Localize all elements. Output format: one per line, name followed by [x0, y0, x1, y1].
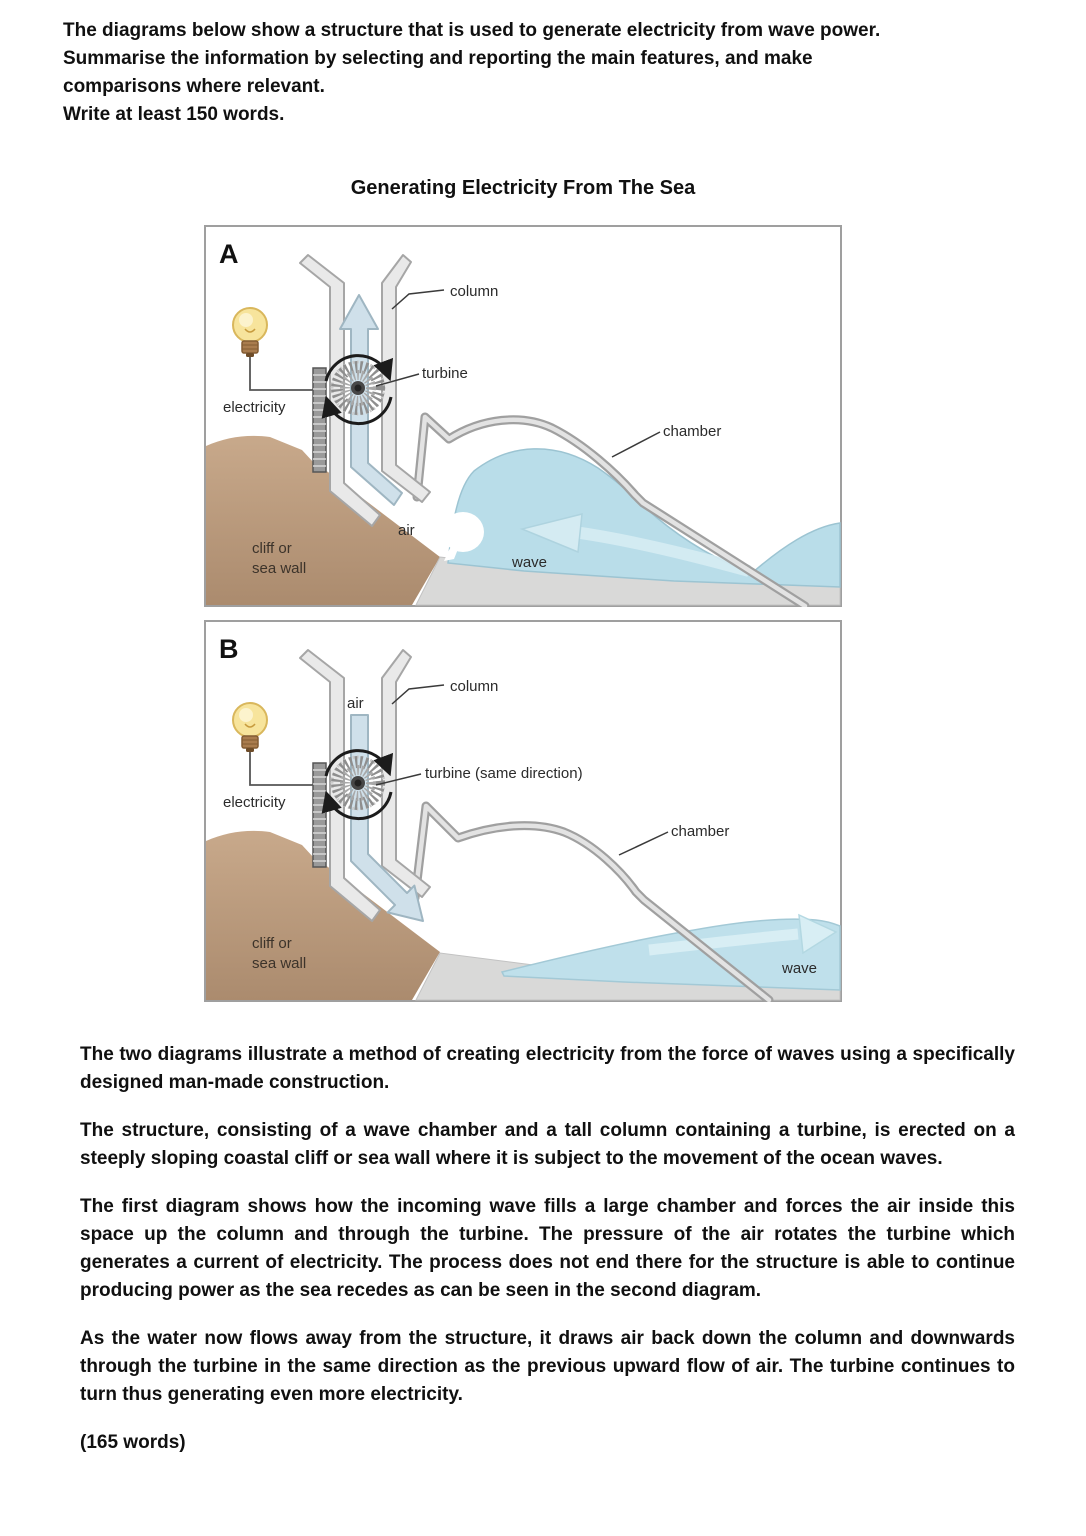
electricity-label: electricity: [223, 794, 286, 811]
chamber-label: chamber: [663, 423, 722, 440]
chamber-label: chamber: [671, 823, 730, 840]
diagram-letter: B: [219, 634, 239, 664]
diagram-a: [204, 225, 842, 607]
cliff-label-line1: cliff or: [252, 935, 292, 952]
diagram-letter: A: [219, 239, 239, 269]
column-label: column: [450, 678, 499, 695]
wave-label: wave: [512, 554, 548, 571]
cliff-label-line1: cliff or: [252, 540, 292, 557]
diagram-b: [204, 620, 842, 1002]
task-line: The diagrams below show a structure that is used to generate electricity from wave power.: [63, 20, 881, 41]
model-answer: [80, 1041, 1015, 1457]
turbine-label: turbine (same direction): [425, 765, 583, 782]
task-instructions: [63, 17, 880, 129]
column-label: column: [450, 283, 499, 300]
task-line: comparisons where relevant.: [63, 76, 325, 97]
answer-paragraph: The structure, consisting of a wave chamber and a tall column containing a turbine, is erected on a steeply sloping coastal cliff or sea wall where it is subject to the movement of the ocean waves.: [80, 1120, 1015, 1169]
answer-paragraph: The two diagrams illustrate a method of creating electricity from the force of waves using a specifically designed man-made construction.: [80, 1044, 1015, 1093]
air-label: air: [347, 695, 364, 712]
air-label: air: [398, 522, 415, 539]
word-count: (165 words): [80, 1432, 186, 1453]
cliff-label-line2: sea wall: [252, 560, 307, 577]
cliff-label-line2: sea wall: [252, 955, 307, 972]
generator-wall: [313, 763, 326, 867]
task-line: Summarise the information by selecting and reporting the main features, and make: [63, 48, 813, 69]
generator-wall: [313, 368, 326, 472]
electricity-label: electricity: [223, 399, 286, 416]
figure-title: Generating Electricity From The Sea: [350, 177, 696, 199]
wave-label: wave: [782, 960, 818, 977]
answer-paragraph: The first diagram shows how the incoming wave fills a large chamber and forces the air inside this space up the column and through the turbine. The pressure of the air rotates the turbine which generates a current of electricity. The process does not end there for the structure is able to continue producing power as the sea recedes as can be seen in the second diagram.: [80, 1196, 1015, 1301]
turbine-label: turbine: [422, 365, 468, 382]
task-line: Write at least 150 words.: [63, 104, 285, 125]
answer-paragraph: As the water now flows away from the structure, it draws air back down the column and downwards through the turbine in the same direction as the previous upward flow of air. The turbine continues to turn thus generating even more electricity.: [80, 1328, 1015, 1405]
